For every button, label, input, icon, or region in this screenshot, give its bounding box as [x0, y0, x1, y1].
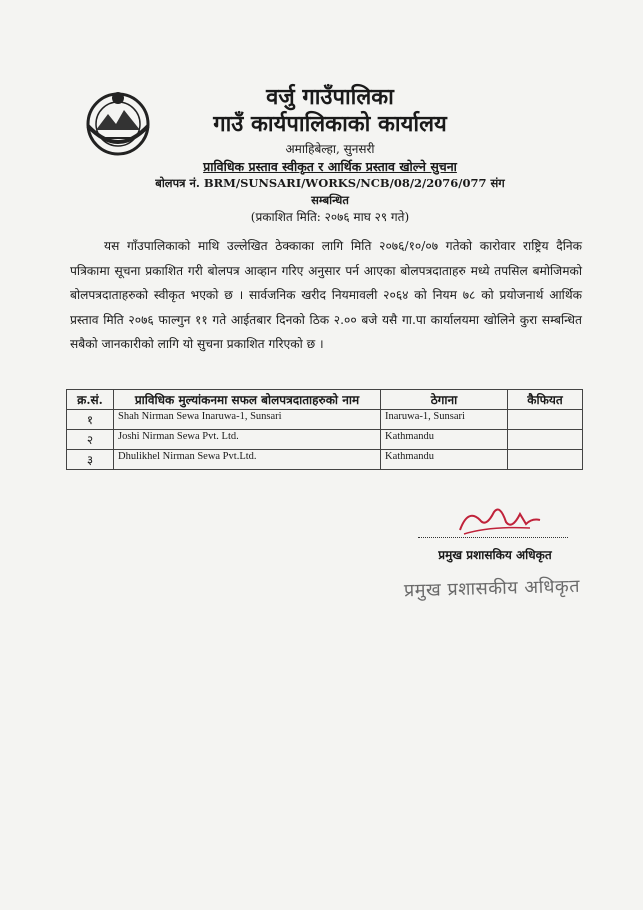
row-remarks: [508, 430, 583, 450]
row-serial: १: [67, 410, 114, 430]
handwritten-signature: [450, 500, 550, 540]
row-remarks: [508, 450, 583, 470]
row-address: Kathmandu: [381, 430, 508, 450]
reference-number: बोलपत्र नं. BRM/SUNSARI/WORKS/NCB/08/2/2076/077 संग सम्बन्धित: [155, 176, 505, 207]
notice-paragraph: यस गाँउपालिकाको माथि उल्लेखित ठेक्काका लागि मिति २०७६/१०/०७ गतेको कारोवार राष्ट्रिय दैनिक पत्रिकामा सूचना प्रकाशित गरी बोलपत्र आव्हान गरिए अनुसार पर्न आएका बोलपत्रदाताहरु मध्ये तपसिल बमोजिमको बोलपत्रदाताहरुको स्वीकृत भएको छ । सार्वजनिक खरीद नियमावली २०६४ को नियम ७८ को प्रयोजनार्थ आर्थिक प्रस्ताव मिति २०७६ फाल्गुन ११ गते आईतबार दिनको ठिक २.०० बजे यसै गा.पा कार्यालयमा खोलिने कुरा सम्बन्धित सबैको जानकारीको लागि यो सुचना प्रकाशित गरिएको छ ।: [70, 239, 582, 351]
municipality-name: वर्जु गाउँपालिका: [266, 84, 394, 110]
col-bidder-name: प्राविधिक मुल्यांकनमा सफल बोलपत्रदाताहरुको नाम: [114, 390, 381, 410]
letterhead: [140, 84, 520, 226]
notice-title: प्राविधिक प्रस्ताव स्वीकृत र आर्थिक प्रस्ताव खोल्ने सुचना: [203, 159, 457, 174]
row-remarks: [508, 410, 583, 430]
row-bidder-name: Dhulikhel Nirman Sewa Pvt.Ltd.: [114, 450, 381, 470]
office-name: गाउँ कार्यपालिकाको कार्यालय: [213, 111, 447, 137]
col-remarks: कैफियत: [508, 390, 583, 410]
row-bidder-name: Shah Nirman Sewa Inaruwa-1, Sunsari: [114, 410, 381, 430]
table-row: [67, 430, 583, 450]
row-address: Kathmandu: [381, 450, 508, 470]
col-address: ठेगाना: [381, 390, 508, 410]
row-bidder-name: Joshi Nirman Sewa Pvt. Ltd.: [114, 430, 381, 450]
published-date: (प्रकाशित मिति: २०७६ माघ २९ गते): [250, 210, 410, 224]
signatory-title: प्रमुख प्रशासकिय अधिकृत: [438, 548, 552, 562]
successful-bidders-table: [66, 389, 583, 470]
row-serial: २: [67, 430, 114, 450]
office-address: अमाहिबेल्हा, सुनसरी: [285, 142, 375, 156]
table-header-row: [67, 390, 583, 410]
signature-line: [418, 537, 568, 538]
col-serial: क्र.सं.: [67, 390, 114, 410]
table-row: [67, 410, 583, 430]
row-serial: ३: [67, 450, 114, 470]
official-stamp: प्रमुख प्रशासकीय अधिकृत: [403, 575, 581, 602]
row-address: Inaruwa-1, Sunsari: [381, 410, 508, 430]
table-row: [67, 450, 583, 470]
